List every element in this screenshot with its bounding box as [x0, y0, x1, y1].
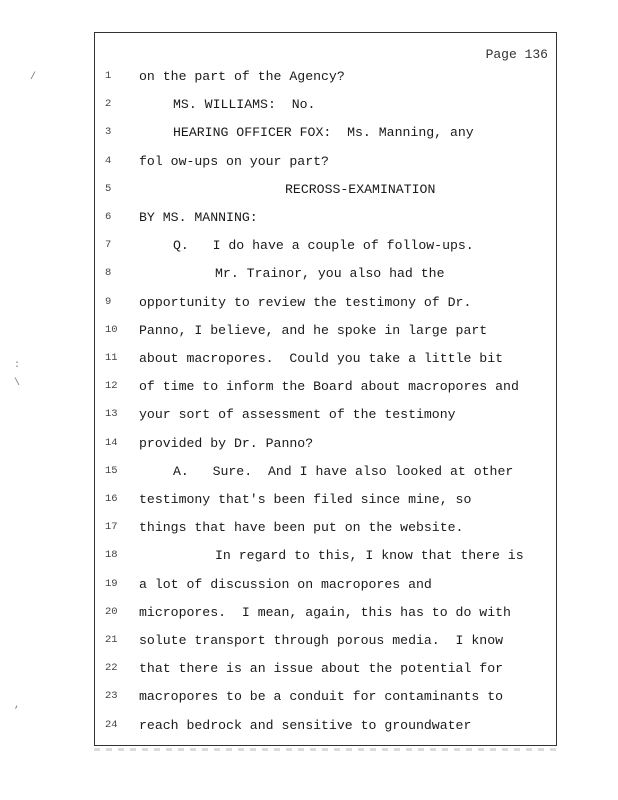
line-text: BY MS. MANNING: — [139, 210, 258, 225]
transcript-line — [95, 407, 556, 427]
transcript-line — [95, 323, 556, 343]
transcript-line — [95, 577, 556, 597]
line-text: of time to inform the Board about macropores and — [139, 379, 519, 395]
line-number: 19 — [105, 577, 118, 590]
line-number: 6 — [105, 211, 112, 223]
transcript-line — [95, 548, 556, 568]
line-text: that there is an issue about the potential for — [139, 661, 504, 677]
page-edge-smudge — [94, 748, 557, 751]
line-text: Q. I do have a couple of follow-ups. — [173, 238, 474, 254]
line-number: 7 — [105, 239, 112, 252]
line-number: 9 — [105, 295, 112, 308]
margin-mark: \ — [14, 378, 21, 389]
transcript-line — [95, 520, 556, 540]
margin-mark: , — [14, 700, 21, 711]
line-text: A. Sure. And I have also looked at other — [173, 463, 514, 479]
margin-mark: / — [30, 72, 37, 83]
transcript-line — [95, 436, 556, 456]
transcript-line — [95, 633, 556, 653]
transcript-line — [95, 492, 556, 512]
line-text: In regard to this, I know that there is — [215, 548, 524, 564]
transcript-page — [94, 32, 557, 746]
line-number: 3 — [105, 126, 112, 139]
line-number: 24 — [105, 718, 118, 731]
transcript-line — [95, 69, 556, 89]
transcript-line — [95, 689, 556, 709]
line-number: 12 — [105, 380, 118, 393]
line-text: Panno, I believe, and he spoke in large part — [139, 322, 488, 338]
line-number: 23 — [105, 690, 118, 703]
line-number: 4 — [105, 154, 112, 167]
transcript-line — [95, 266, 556, 286]
line-text: MS. WILLIAMS: No. — [173, 97, 316, 113]
line-number: 15 — [105, 464, 118, 477]
line-number: 2 — [105, 98, 112, 111]
line-number: 8 — [105, 267, 112, 280]
transcript-line — [95, 210, 556, 230]
transcript-line — [95, 718, 556, 738]
transcript-line — [95, 379, 556, 399]
line-number: 18 — [105, 549, 118, 562]
transcript-line — [95, 125, 556, 145]
transcript-line — [95, 351, 556, 371]
transcript-line — [95, 661, 556, 681]
transcript-line — [95, 238, 556, 258]
line-number: 16 — [105, 493, 118, 505]
line-text: a lot of discussion on macropores and — [139, 576, 432, 592]
margin-mark: : — [14, 360, 21, 371]
transcript-line — [95, 295, 556, 315]
line-number: 10 — [105, 323, 118, 336]
line-text: about macropores. Could you take a little bit — [139, 351, 504, 366]
line-text: Mr. Trainor, you also had the — [215, 266, 445, 282]
line-text: micropores. I mean, again, this has to do with — [139, 604, 511, 620]
line-text: on the part of the Agency? — [139, 69, 345, 84]
transcript-line — [95, 182, 556, 202]
page-number: Page 136 — [485, 47, 548, 62]
transcript-line — [95, 464, 556, 484]
line-text: things that have been put on the website. — [139, 520, 464, 536]
line-number: 22 — [105, 662, 118, 675]
line-text: macropores to be a conduit for contaminants to — [139, 689, 504, 705]
line-number: 20 — [105, 605, 118, 618]
line-number: 11 — [105, 352, 118, 364]
line-number: 1 — [105, 70, 112, 82]
line-text: solute transport through porous media. I know — [139, 633, 504, 648]
line-text: HEARING OFFICER FOX: Ms. Manning, any — [173, 125, 474, 141]
line-number: 13 — [105, 408, 118, 421]
line-number: 14 — [105, 436, 118, 449]
line-text: testimony that's been filed since mine, so — [139, 492, 472, 507]
line-text: fol ow-ups on your part? — [139, 153, 329, 169]
line-text: reach bedrock and sensitive to groundwater — [139, 717, 472, 733]
line-text: RECROSS-EXAMINATION — [285, 181, 436, 197]
line-text: provided by Dr. Panno? — [139, 435, 314, 451]
line-number: 5 — [105, 182, 112, 195]
line-text: your sort of assessment of the testimony — [139, 407, 456, 423]
line-number: 21 — [105, 634, 118, 646]
transcript-line — [95, 154, 556, 174]
transcript-line — [95, 605, 556, 625]
line-number: 17 — [105, 521, 118, 534]
line-text: opportunity to review the testimony of Dr. — [139, 294, 472, 310]
transcript-line — [95, 97, 556, 117]
